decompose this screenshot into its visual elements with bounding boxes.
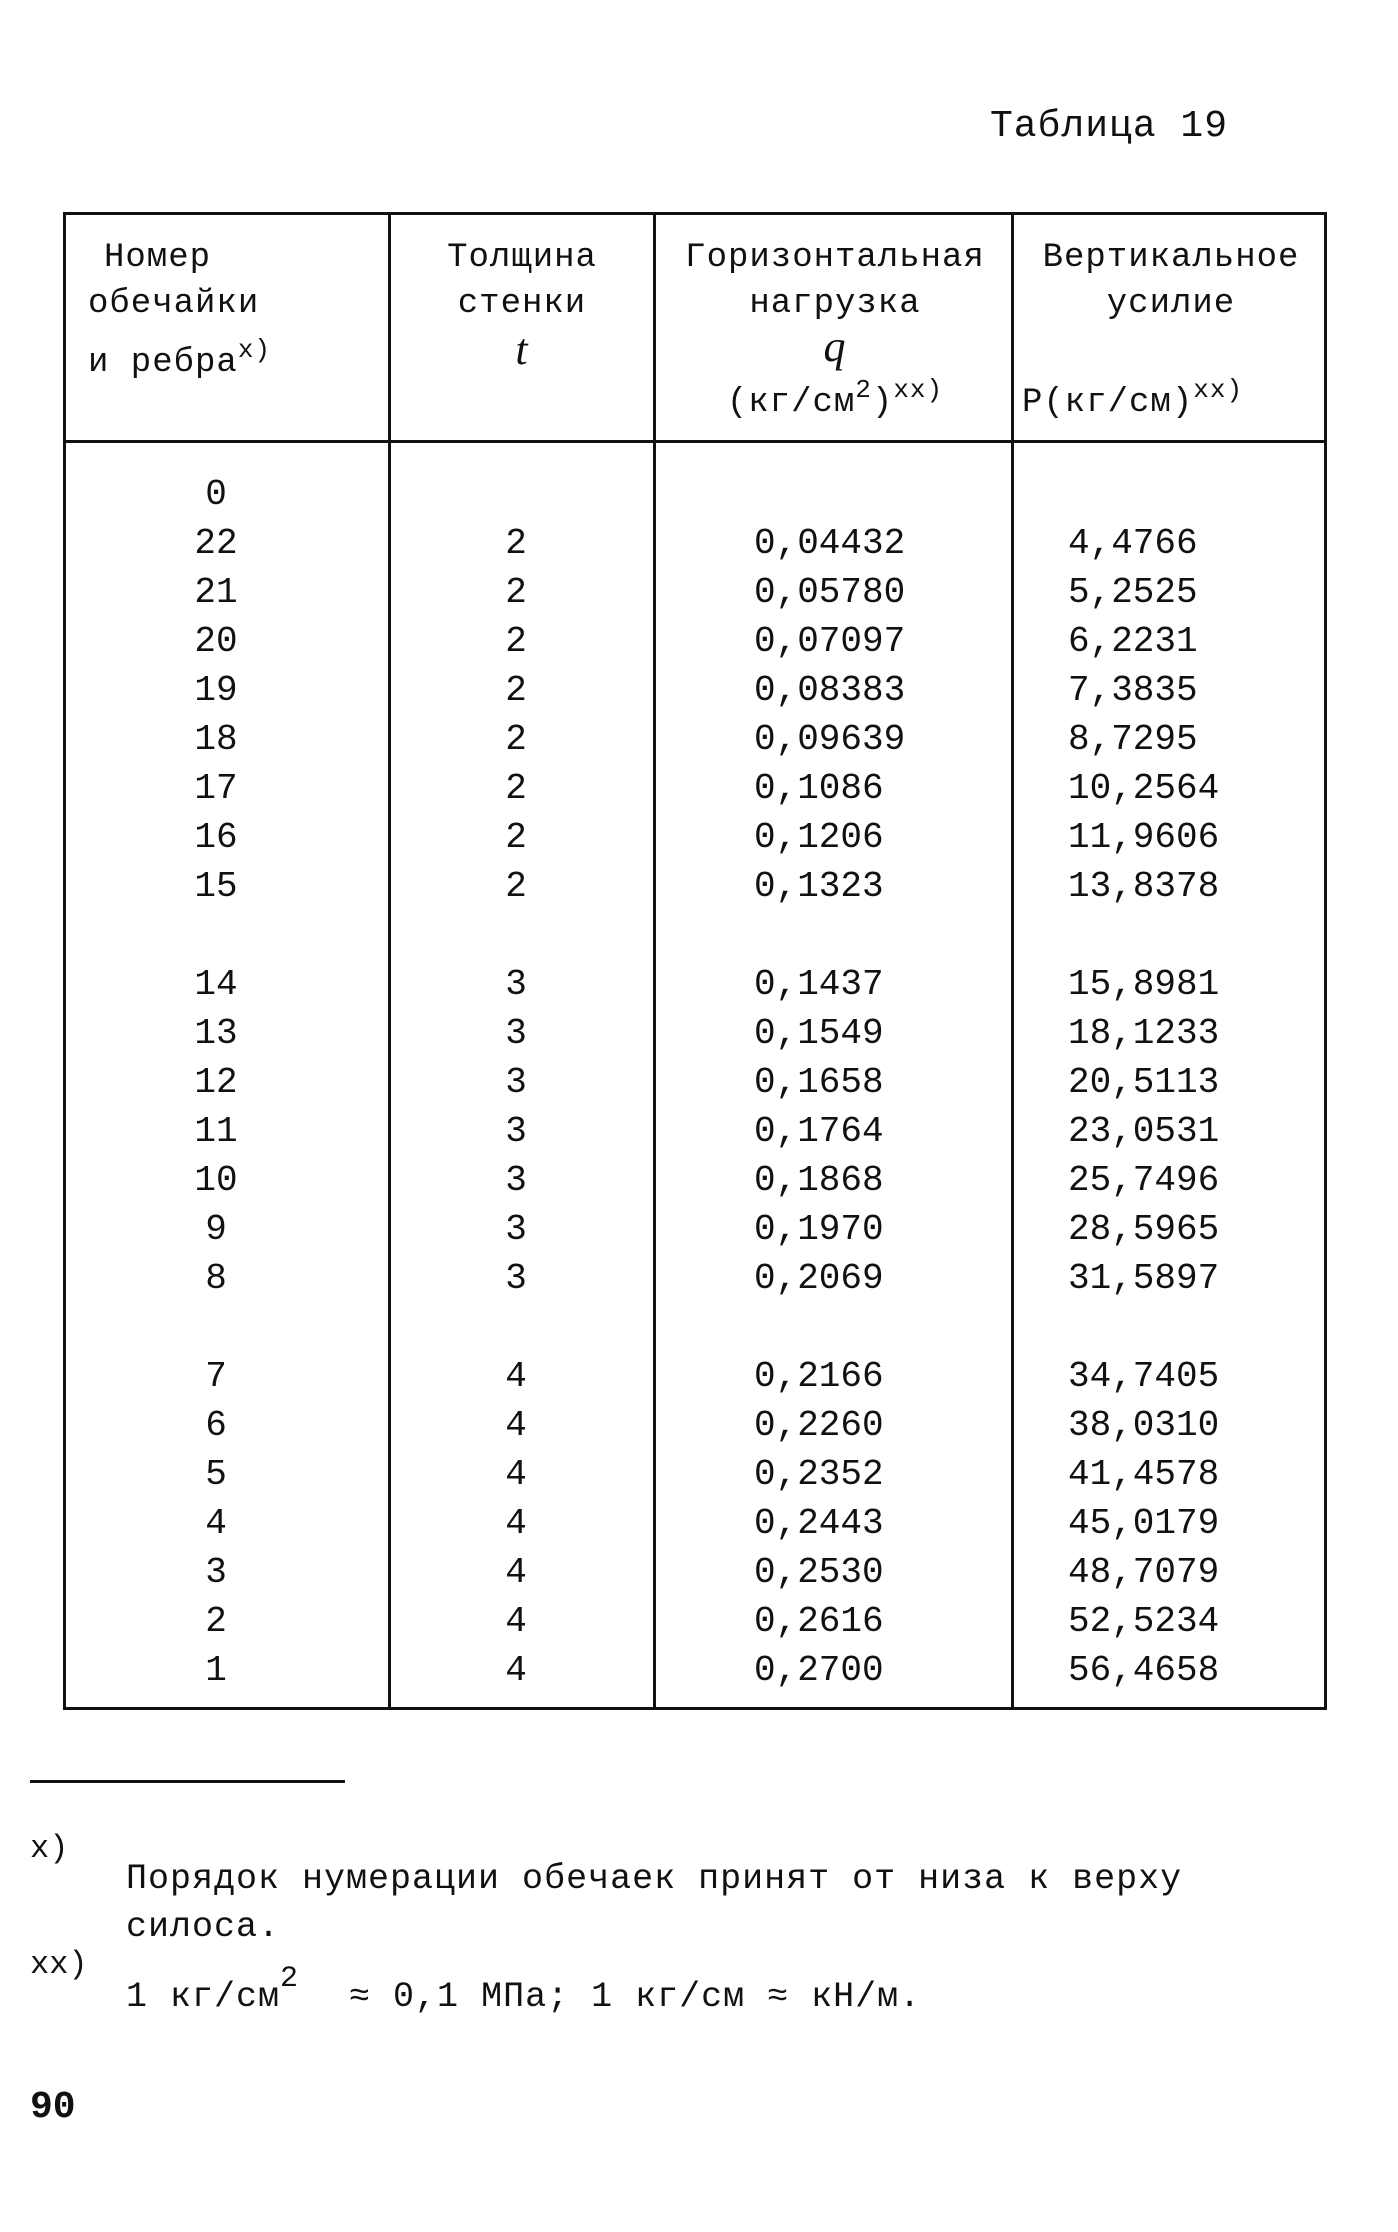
cell-vertical-force: 18,1233 [1068, 1013, 1220, 1054]
column-divider [653, 215, 656, 1707]
cell-vertical-force: 48,7079 [1068, 1552, 1220, 1593]
cell-vertical-force: 25,7496 [1068, 1160, 1220, 1201]
header-load-line1: Горизонтальная [685, 239, 985, 277]
cell-horizontal-load: 0,1437 [754, 964, 884, 1005]
cell-thickness: 4 [505, 1356, 527, 1397]
cell-vertical-force: 34,7405 [1068, 1356, 1220, 1397]
cell-horizontal-load: 0,08383 [754, 670, 906, 711]
cell-number: 13 [194, 1013, 238, 1054]
cell-horizontal-load: 0,1764 [754, 1111, 884, 1152]
header-force-spacer [1018, 327, 1324, 367]
header-load-unit: $(кг/см^2)^{xx)}$ [726, 375, 944, 422]
header-force-line2: усилие [1106, 285, 1236, 323]
cell-horizontal-load: 0,05780 [754, 572, 906, 613]
header-thickness-line1: Толщина [447, 239, 597, 277]
cell-thickness: 3 [505, 1062, 527, 1103]
cell-vertical-force: 8,7295 [1068, 719, 1198, 760]
footnote-mark: xx) [30, 1946, 88, 1983]
cell-horizontal-load: 0,1323 [754, 866, 884, 907]
cell-horizontal-load: 0,04432 [754, 523, 906, 564]
cell-number: 15 [194, 866, 238, 907]
cell-horizontal-load: 0,2166 [754, 1356, 884, 1397]
header-horizontal-load [662, 235, 1008, 426]
cell-vertical-force: 41,4578 [1068, 1454, 1220, 1495]
cell-thickness: 4 [505, 1601, 527, 1642]
cell-number: 21 [194, 572, 238, 613]
cell-number: 2 [205, 1601, 227, 1642]
footnote-conversion: ≈ 0,1 МПа; 1 кг/см ≈ кН/м. [349, 1977, 922, 2017]
cell-vertical-force: 52,5234 [1068, 1601, 1220, 1642]
cell-thickness: 2 [505, 768, 527, 809]
cell-horizontal-load: 0,1086 [754, 768, 884, 809]
cell-horizontal-load: 0,2530 [754, 1552, 884, 1593]
cell-horizontal-load: 0,1868 [754, 1160, 884, 1201]
cell-horizontal-load: 0,1549 [754, 1013, 884, 1054]
footnote-text [126, 1955, 921, 2021]
cell-thickness: 3 [505, 964, 527, 1005]
header-load-line2: нагрузка [749, 285, 921, 323]
cell-thickness: 4 [505, 1405, 527, 1446]
cell-vertical-force: 45,0179 [1068, 1503, 1220, 1544]
cell-horizontal-load: 0,2260 [754, 1405, 884, 1446]
footnote-line: силоса. [126, 1907, 281, 1947]
cell-vertical-force: 38,0310 [1068, 1405, 1220, 1446]
cell-number: 11 [194, 1111, 238, 1152]
cell-thickness: 4 [505, 1503, 527, 1544]
cell-horizontal-load: 0,2616 [754, 1601, 884, 1642]
cell-thickness: 2 [505, 719, 527, 760]
cell-horizontal-load: 0,1658 [754, 1062, 884, 1103]
cell-thickness: 3 [505, 1209, 527, 1250]
cell-thickness: 2 [505, 817, 527, 858]
cell-vertical-force: 13,8378 [1068, 866, 1220, 907]
cell-number: 16 [194, 817, 238, 858]
cell-number: 14 [194, 964, 238, 1005]
cell-number: 8 [205, 1258, 227, 1299]
data-table [63, 212, 1327, 1710]
cell-number: 1 [205, 1650, 227, 1691]
cell-number: 22 [194, 523, 238, 564]
cell-horizontal-load: 0,09639 [754, 719, 906, 760]
footnote-unit: 1 кг/см [126, 1977, 281, 2017]
header-thickness [402, 235, 642, 373]
cell-vertical-force: 4,4766 [1068, 523, 1198, 564]
page-number: 90 [30, 2086, 76, 2129]
cell-thickness: 3 [505, 1013, 527, 1054]
cell-number: 5 [205, 1454, 227, 1495]
header-divider [66, 440, 1324, 443]
cell-vertical-force: 23,0531 [1068, 1111, 1220, 1152]
header-load-symbol: q [823, 322, 847, 371]
cell-horizontal-load: 0,1206 [754, 817, 884, 858]
cell-number: 7 [205, 1356, 227, 1397]
cell-vertical-force: 56,4658 [1068, 1650, 1220, 1691]
cell-thickness: 2 [505, 670, 527, 711]
cell-number: 0 [205, 474, 227, 515]
header-thickness-line2: стенки [457, 285, 587, 323]
cell-number: 19 [194, 670, 238, 711]
header-number-line1: Номер [104, 239, 212, 277]
cell-vertical-force: 6,2231 [1068, 621, 1198, 662]
footnote-mark: x) [30, 1830, 69, 1867]
cell-number: 18 [194, 719, 238, 760]
footnote-exponent: 2 [280, 1962, 300, 1996]
header-force-line1: Вертикальное [1042, 239, 1300, 277]
cell-thickness: 3 [505, 1258, 527, 1299]
cell-thickness: 3 [505, 1160, 527, 1201]
cell-vertical-force: 10,2564 [1068, 768, 1220, 809]
header-number [88, 235, 271, 386]
header-number-line2: обечайки [88, 285, 260, 323]
cell-number: 10 [194, 1160, 238, 1201]
header-vertical-force [1018, 235, 1324, 426]
header-number-line3: и ребра$^{x)}$ [88, 335, 272, 382]
cell-vertical-force: 28,5965 [1068, 1209, 1220, 1250]
cell-number: 3 [205, 1552, 227, 1593]
cell-number: 9 [205, 1209, 227, 1250]
column-divider [388, 215, 391, 1707]
cell-thickness: 4 [505, 1650, 527, 1691]
cell-vertical-force: 7,3835 [1068, 670, 1198, 711]
cell-number: 17 [194, 768, 238, 809]
cell-number: 20 [194, 621, 238, 662]
cell-thickness: 2 [505, 572, 527, 613]
cell-thickness: 3 [505, 1111, 527, 1152]
header-thickness-symbol: t [515, 325, 529, 374]
cell-number: 6 [205, 1405, 227, 1446]
cell-vertical-force: 20,5113 [1068, 1062, 1220, 1103]
footnote-rule [30, 1780, 345, 1783]
cell-vertical-force: 31,5897 [1068, 1258, 1220, 1299]
cell-vertical-force: 5,2525 [1068, 572, 1198, 613]
cell-thickness: 4 [505, 1454, 527, 1495]
footnote-line: Порядок нумерации обечаек принят от низа к верху [126, 1859, 1183, 1899]
table-label: Таблица 19 [990, 105, 1229, 148]
cell-vertical-force: 15,8981 [1068, 964, 1220, 1005]
cell-vertical-force: 11,9606 [1068, 817, 1220, 858]
footnote-text [126, 1855, 1182, 1951]
cell-horizontal-load: 0,2700 [754, 1650, 884, 1691]
cell-horizontal-load: 0,2069 [754, 1258, 884, 1299]
cell-thickness: 2 [505, 523, 527, 564]
cell-horizontal-load: 0,2443 [754, 1503, 884, 1544]
cell-thickness: 2 [505, 866, 527, 907]
cell-horizontal-load: 0,1970 [754, 1209, 884, 1250]
cell-horizontal-load: 0,2352 [754, 1454, 884, 1495]
cell-thickness: 2 [505, 621, 527, 662]
cell-number: 12 [194, 1062, 238, 1103]
cell-thickness: 4 [505, 1552, 527, 1593]
header-force-unit: $Р(кг/см)^{xx)}$ [1022, 375, 1244, 422]
cell-number: 4 [205, 1503, 227, 1544]
cell-horizontal-load: 0,07097 [754, 621, 906, 662]
